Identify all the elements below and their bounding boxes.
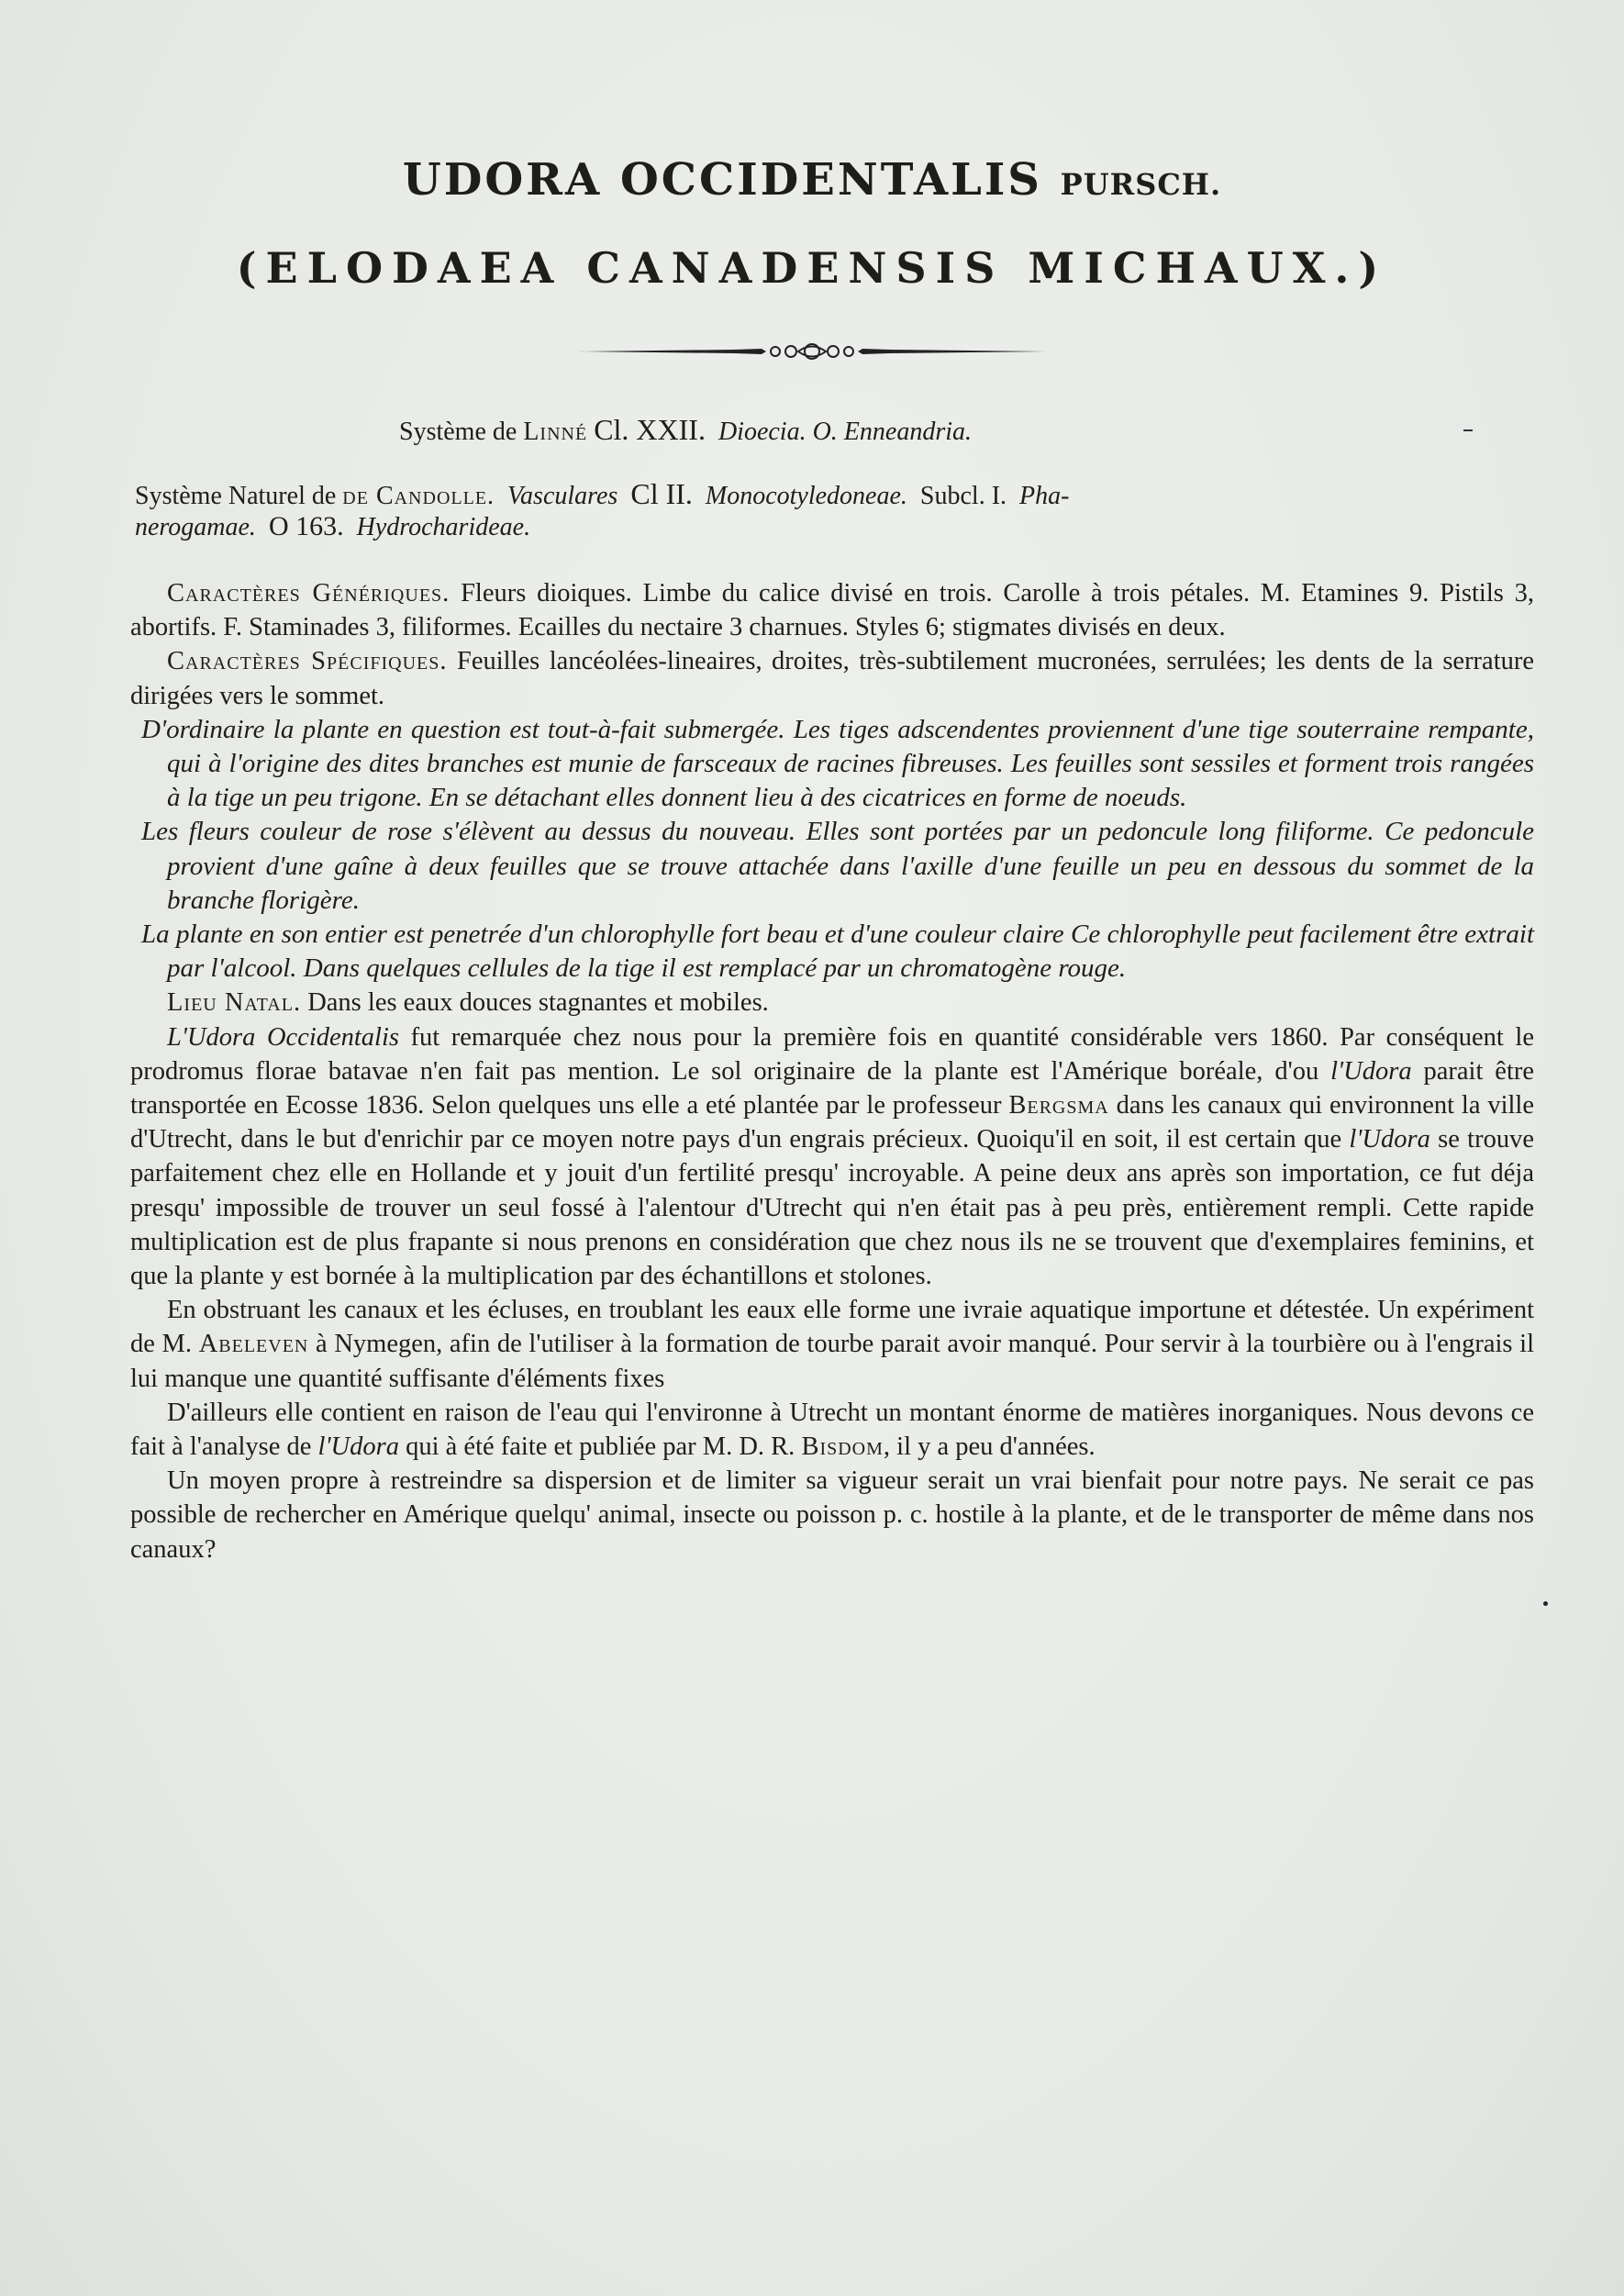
generic-characters: Caractères Génériques. Fleurs dioiques. Limbe du calice divisé en trois. Carolle à trois pétales. M. Etamines 9. Pistils 3, abortifs. F. Staminades 3, filiformes. Ecailles du nectaire 3 charnues. Styles 6; stigmates divisés en deux. xyxy=(130,579,1535,642)
candolle-classification-line1: Système Naturel de de Candolle. Vasculares Cl II. Monocotyledoneae. Subcl. I. Pha- xyxy=(135,477,1070,510)
title-species: UDORA OCCIDENTALIS xyxy=(402,154,1042,206)
italic-paragraph-2: Les fleurs couleur de rose s'élèvent au dessus du nouveau. Elles sont portées par un pedoncule long filiforme. Ce pedoncule provient d'une gaîne à deux feuilles que se trouve attachée dans l'axille d'une feuille un peu en dessous du sommet de la branche florigère. xyxy=(141,817,1534,915)
title-main xyxy=(0,154,1624,206)
paragraph-remedy: Un moyen propre à restreindre sa dispersion et de limiter sa vigueur serait un vrai bienfait pour notre pays. Ne serait ce pas possible de rechercher en Amérique quelqu' animal, insecte ou poisson p. c. hostile à la plante, et de le transporter de même dans nos canaux? xyxy=(130,1466,1534,1564)
ink-dot xyxy=(1543,1601,1548,1606)
title-synonym: (ELODAEA CANADENSIS MICHAUX.) xyxy=(236,243,1388,293)
linne-classification: Système de Linné Cl. XXII. Dioecia. O. Enneandria. xyxy=(399,413,973,446)
specific-characters: Caractères Spécifiques. Feuilles lancéolées-lineaires, droites, très-subtilement mucronées, serrulées; les dents de la serrature dirigées vers le sommet. xyxy=(130,647,1535,710)
ornamental-divider xyxy=(578,338,1046,365)
italic-paragraph-1: D'ordinaire la plante en question est tout-à-fait submergée. Les tiges adscendentes proviennent d'une tige souterraine rempante, qui à l'origine des dites branches est munie de farsceaux de racines fibreuses. Les feuilles sont sessiles et forment trois rangées à la tige un peu trigone. En se détachant elles donnent lieu à des cicatrices en forme de noeuds. xyxy=(141,714,1534,813)
italic-paragraph-3: La plante en son entier est penetrée d'un chlorophylle fort beau et d'une couleur claire Ce chlorophylle peut facilement être extrait par l'alcool. Dans quelques cellules de la tige il est remplacé par un chromatogène rouge. xyxy=(141,920,1534,984)
title-author: PURSCH. xyxy=(1060,167,1222,202)
paragraph-nuisance: En obstruant les canaux et les écluses, en troublant les eaux elle forme une ivraie aquatique importune et détestée. Un expériment de M. Abeleven à Nymegen, afin de l'utiliser à la formation de tourbe parait avoir manqué. Pour servir à la tourbière ou à l'engrais il lui manque une quantité suffisante d'éléments fixes xyxy=(130,1296,1535,1393)
paragraph-history: L'Udora Occidentalis fut remarquée chez nous pour la première fois en quantité considérable vers 1860. Par conséquent le prodromus florae batavae n'en fait pas mention. Le sol originaire de la plante est l'Amérique boréale, d'ou l'Udora parait être transportée en Ecosse 1836. Selon quelques uns elle a eté plantée par le professeur Bergsma dans les canaux qui environnent la ville d'Utrecht, dans le but d'enrichir par ce moyen notre pays d'un engrais précieux. Quoiqu'il en soit, il est certain que l'Udora se trouve parfaitement chez elle en Hollande et y jouit d'un fertilité presqu' incroyable. A peine deux ans après son importation, ce fut déja presqu' impossible de trouver un seul fossé à l'alentour d'Utrecht qui n'en était pas à peu près, entièrement rempli. Cette rapide multiplication est de plus frapante si nous prenons en considération que chez nous ils ne se trouvent que d'exemplaires feminins, et que la plante y est bornée à la multiplication par des échantillons et stolones. xyxy=(130,1022,1535,1291)
paragraph-analysis: D'ailleurs elle contient en raison de l'eau qui l'environne à Utrecht un montant énorme de matières inorganiques. Nous devons ce fait à l'analyse de l'Udora qui à été faite et publiée par M. D. R. Bisdom, il y a peu d'années. xyxy=(130,1398,1534,1462)
candolle-classification-line2: nerogamae. O 163. Hydrocharideae. xyxy=(135,511,531,541)
native-place: Lieu Natal. Dans les eaux douces stagnantes et mobiles. xyxy=(167,988,769,1018)
document-body xyxy=(130,576,1534,1566)
stray-mark xyxy=(1463,429,1473,431)
